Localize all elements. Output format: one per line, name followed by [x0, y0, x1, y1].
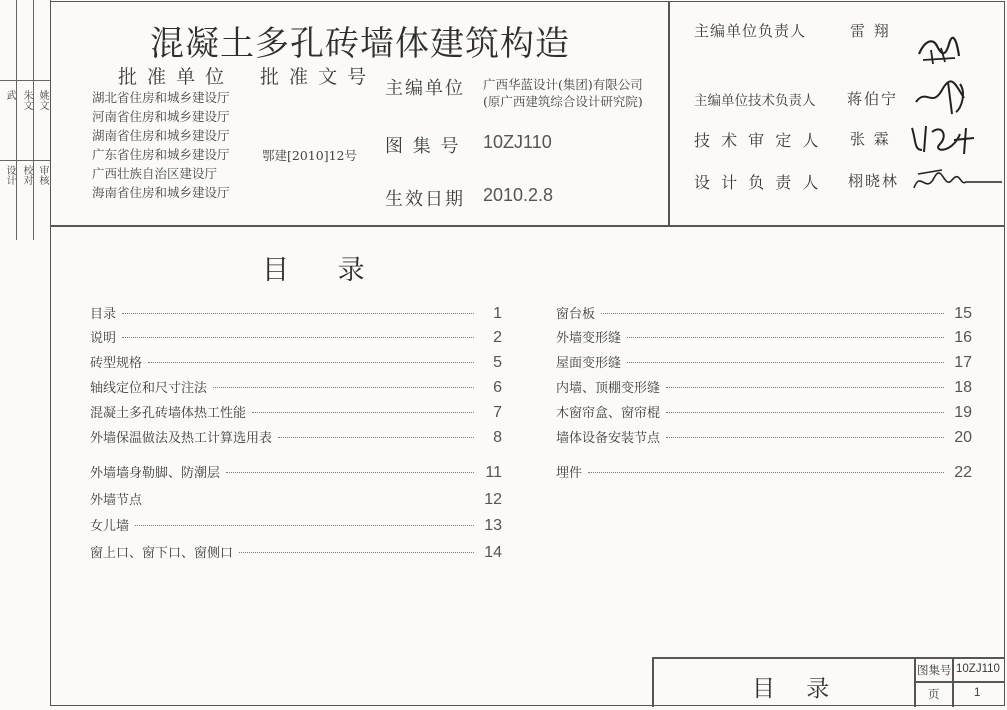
toc-entry-page: 2 [493, 329, 502, 346]
toc-entry[interactable] [556, 402, 972, 426]
toc-entry[interactable] [556, 352, 972, 376]
toc-entry-label: 窗台板 [556, 307, 596, 322]
responsible-name: 雷 翔 [850, 22, 891, 40]
toc-entry[interactable] [90, 427, 502, 451]
toc-entry-page: 14 [484, 544, 502, 561]
effective-date: 2010.2.8 [483, 185, 554, 205]
toc-entry-label: 外墙变形缝 [556, 331, 622, 346]
editor-unit-line: 广西华蓝设计(集团)有限公司 [483, 77, 643, 92]
toc-entry[interactable] [90, 462, 502, 486]
toc-leader-dots [148, 362, 474, 363]
responsible-name: 栩晓林 [848, 172, 900, 190]
margin-name: 朱文 [21, 90, 32, 110]
title-block-divider [50, 225, 1005, 227]
margin-column-label: 审核 [37, 165, 48, 185]
toc-leader-dots [226, 472, 474, 473]
margin-column-label: 校对 [21, 165, 32, 185]
toc-entry[interactable] [90, 303, 502, 327]
footer-atlas-number: 10ZJ110 [956, 663, 1000, 675]
toc-entry-label: 窗上口、窗下口、窗侧口 [90, 546, 234, 561]
toc-heading: 目 录 [262, 255, 385, 286]
toc-entry[interactable] [90, 489, 502, 513]
toc-entry[interactable] [556, 327, 972, 351]
toc-entry-page: 12 [484, 491, 502, 508]
toc-leader-dots [627, 362, 944, 363]
toc-entry-label: 砖型规格 [90, 356, 143, 371]
toc-leader-dots [601, 313, 944, 314]
toc-entry[interactable] [90, 377, 502, 401]
approving-agency: 湖南省住房和城乡建设厅 [92, 128, 230, 143]
document-title: 混凝土多孔砖墙体建筑构造 [150, 24, 570, 64]
toc-leader-dots [122, 313, 474, 314]
approving-agency: 广西壮族自治区建设厅 [92, 166, 218, 181]
toc-entry-page: 18 [954, 379, 972, 396]
toc-entry-label: 外墙保温做法及热工计算选用表 [90, 431, 273, 446]
approving-agency: 湖北省住房和城乡建设厅 [92, 90, 230, 105]
atlas-number: 10ZJ110 [483, 132, 552, 152]
toc-entry-page: 1 [493, 305, 502, 322]
toc-leader-dots [122, 337, 474, 338]
footer-page-number: 1 [974, 687, 981, 699]
editor-unit [483, 76, 643, 110]
toc-entry-page: 5 [493, 354, 502, 371]
toc-entry-label: 墙体设备安装节点 [556, 431, 661, 446]
binding-margin [0, 0, 50, 240]
atlas-number-label: 图 集 号 [385, 136, 461, 157]
toc-entry-page: 13 [484, 517, 502, 534]
toc-entry[interactable] [556, 427, 972, 451]
responsible-role: 主编单位技术负责人 [694, 93, 816, 109]
footer-atlas-label: 图集号 [917, 663, 952, 677]
signature-image [908, 120, 978, 158]
toc-leader-dots [239, 552, 474, 553]
toc-leader-dots [278, 437, 474, 438]
approving-agency: 河南省住房和城乡建设厅 [92, 109, 230, 124]
toc-entry-page: 11 [485, 464, 502, 481]
toc-entry[interactable] [90, 402, 502, 426]
responsible-role: 技 术 审 定 人 [694, 131, 822, 150]
approval-doc-number: 鄂建[2010]12号 [262, 148, 357, 163]
toc-leader-dots [148, 499, 474, 500]
toc-entry-page: 20 [954, 429, 972, 446]
approval-doc-label: 批 准 文 号 [260, 66, 369, 88]
toc-leader-dots [213, 387, 474, 388]
toc-entry-page: 16 [954, 329, 972, 346]
responsible-name: 蒋伯宁 [847, 90, 899, 108]
signature-image [912, 166, 1004, 196]
toc-entry-page: 22 [954, 464, 972, 481]
responsible-role: 设 计 负 责 人 [694, 173, 822, 192]
editor-unit-line: (原广西建筑综合设计研究院) [483, 94, 643, 109]
toc-leader-dots [666, 387, 944, 388]
toc-entry-page: 8 [493, 429, 502, 446]
toc-entry[interactable] [90, 352, 502, 376]
toc-entry-page: 19 [954, 404, 972, 421]
toc-entry-label: 埋件 [556, 466, 583, 481]
margin-name: 姚文 [37, 90, 48, 110]
toc-entry[interactable] [90, 542, 502, 566]
footer-page-label: 页 [928, 687, 940, 701]
toc-entry-page: 15 [954, 305, 972, 322]
toc-entry-page: 6 [493, 379, 502, 396]
responsible-divider [668, 1, 670, 226]
toc-entry[interactable] [556, 303, 972, 327]
toc-entry[interactable] [90, 327, 502, 351]
margin-name: 武 [4, 90, 15, 100]
responsible-role: 主编单位负责人 [694, 22, 807, 40]
toc-entry-label: 女儿墙 [90, 519, 130, 534]
toc-leader-dots [252, 412, 474, 413]
approving-agency: 广东省住房和城乡建设厅 [92, 147, 230, 162]
toc-entry-label: 内墙、顶棚变形缝 [556, 381, 661, 396]
toc-entry[interactable] [556, 377, 972, 401]
approving-agency-list [92, 88, 230, 202]
responsible-name: 张 霖 [850, 130, 891, 148]
toc-leader-dots [588, 472, 944, 473]
toc-entry-page: 17 [954, 354, 972, 371]
toc-leader-dots [627, 337, 944, 338]
toc-entry[interactable] [90, 515, 502, 539]
toc-entry-page: 7 [493, 404, 502, 421]
editor-label: 主编单位 [385, 78, 465, 99]
signature-image [912, 78, 972, 116]
toc-leader-dots [135, 525, 474, 526]
margin-column-label: 设计 [4, 165, 15, 185]
effective-date-label: 生效日期 [385, 189, 465, 210]
toc-leader-dots [666, 412, 944, 413]
toc-entry-label: 外墙节点 [90, 493, 143, 508]
approval-unit-label: 批 准 单 位 [118, 66, 227, 88]
toc-entry-label: 屋面变形缝 [556, 356, 622, 371]
toc-entry-label: 混凝土多孔砖墙体热工性能 [90, 406, 247, 421]
toc-entry[interactable] [556, 462, 972, 486]
toc-leader-dots [666, 437, 944, 438]
footer-title: 目 录 [752, 676, 842, 702]
toc-entry-label: 说明 [90, 331, 117, 346]
approving-agency: 海南省住房和城乡建设厅 [92, 185, 230, 200]
signature-image [915, 32, 963, 68]
toc-entry-label: 木窗帘盒、窗帘棍 [556, 406, 661, 421]
toc-entry-label: 轴线定位和尺寸注法 [90, 381, 208, 396]
toc-entry-label: 目录 [90, 307, 117, 322]
toc-entry-label: 外墙墙身勒脚、防潮层 [90, 466, 221, 481]
